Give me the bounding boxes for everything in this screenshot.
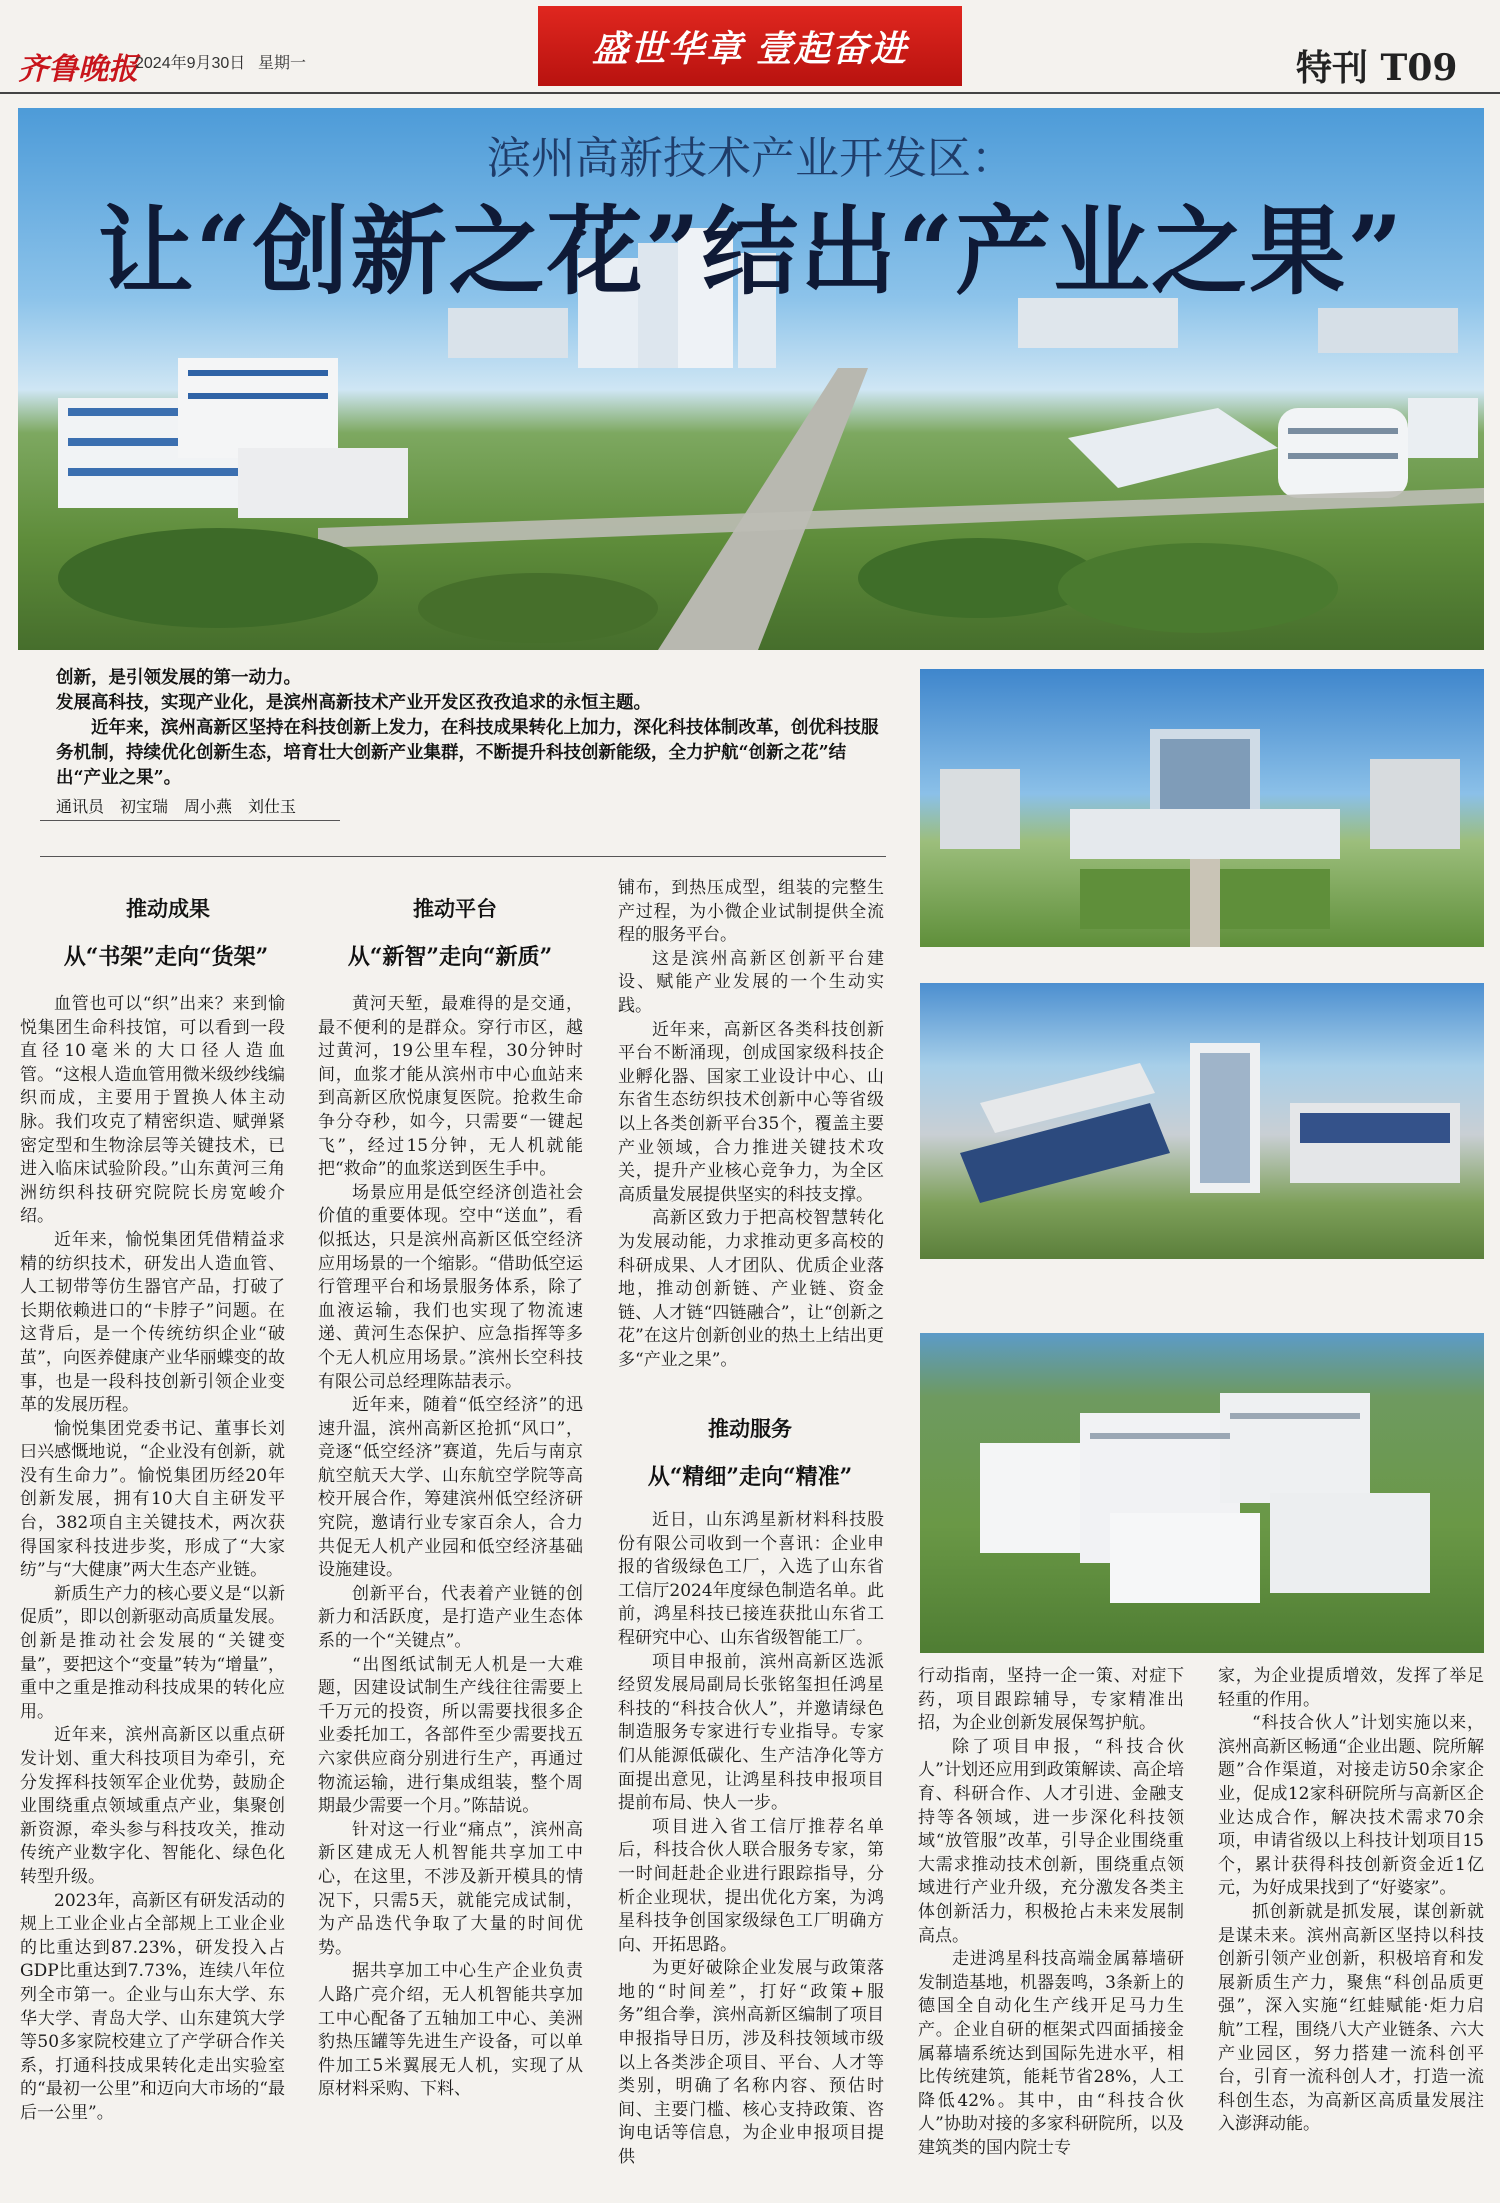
- col1-paragraph-1: 血管也可以“织”出来？来到愉悦集团生命科技馆，可以看到一段直径10毫米的大口径人造血管。“这根人造血管用微米级纱线编织而成，主要用于置换人体主动脉。我们攻克了精密织造、赋弹紧密定型和生物涂层等关键技术，已进入临床试验阶段。”山东黄河三角洲纺织科技研究院院长房宽峻介绍。: [20, 994, 285, 1227]
- col2-paragraph-4: 创新平台，代表着产业链的创新力和活跃度，是打造产业生态体系的一个“关键点”。: [318, 1583, 583, 1652]
- col3-paragraph-2: 这是滨州高新区创新平台建设、赋能产业发展的一个生动实践。: [618, 948, 884, 1016]
- col2-paragraph-3: 近年来，随着“低空经济”的迅速升温，滨州高新区抢抓“风口”，竞逐“低空经济”赛道，先后与南京航空航天大学、山东航空学院等高校开展合作，筹建滨州低空经济研究院，邀请行业专家百余人，合力共促无人机产业园和低空经济基础设施建设。: [318, 1395, 583, 1581]
- col2-paragraph-1: 黄河天堑，最难得的是交通，最不便利的是群众。穿行市区，越过黄河，19公里车程，30分钟时间，血浆才能从滨州市中心血站来到高新区欣悦康复医院。抢救生命争分夺秒，如今，只需要“一键起飞”，经过15分钟，无人机就能把“救命”的血浆送到医生手中。: [318, 994, 583, 1180]
- hero-aerial-photo: [18, 108, 1484, 650]
- page-label: 特刊 T09: [1296, 47, 1458, 89]
- col1-paragraph-3: 愉悦集团党委书记、董事长刘曰兴感慨地说，“企业没有创新，就没有生命力”。愉悦集团历经20年创新发展，拥有10大自主研发平台，382项自主关键技术，两次获得国家科技进步奖，形成了“大家纺”与“大健康”两大生态产业链。: [20, 1418, 285, 1581]
- issue-weekday: 星期一: [258, 55, 307, 72]
- hero-headline: 让“创新之花”结出“产业之果”: [97, 195, 1405, 308]
- col3-paragraph-4: 高新区致力于把高校智慧转化为发展动能，力求推动更多高校的科研成果、人才团队、优质企业落地，推动创新链、产业链、资金链、人才链“四链融合”，让“创新之花”在这片创新创业的热土上结出更多“产业之果”。: [618, 1208, 884, 1370]
- intro-paragraph-3: 近年来，滨州高新区坚持在科技创新上发力，在科技成果转化上加力，深化科技体制改革，创优科技服务机制，持续优化创新生态，培育壮大创新产业集群，不断提升科技创新能级，全力护航“创新之花”结出“产业之果”。: [56, 718, 879, 788]
- special-banner: 盛世华章 壹起奋进: [538, 6, 962, 86]
- col5-paragraph-3: 抓创新就是抓发展，谋创新就是谋未来。滨州高新区坚持以科技创新引领产业创新，积极培育和发展新质生产力，聚焦“科创品质更强”，深入实施“红蛙赋能·炬力启航”工程，围绕八大产业链条、六大产业园区，努力搭建一流科创平台，引育一流科创人才，打造一流科创生态，为高新区高质量发展注入澎湃动能。: [1218, 1901, 1484, 2135]
- photo-office-tower: [920, 669, 1484, 947]
- photo-industrial-park: [920, 983, 1484, 1259]
- column-5-text: [1218, 1665, 1484, 2137]
- col3-paragraph-3: 近年来，高新区各类科技创新平台不断涌现，创成国家级科技企业孵化器、国家工业设计中心、山东省生态纺织技术创新中心等省级以上各类创新平台35个，覆盖主要产业领域，合力推进关键技术攻关，提升产业核心竞争力，为全区高质量发展提供坚实的科技支撑。: [618, 1019, 884, 1205]
- col3b-paragraph-4: 为更好破除企业发展与政策落地的“时间差”，打好“政策+服务”组合拳，滨州高新区编制了项目申报指导日历，涉及科技领域市级以上各类涉企项目、平台、人才等类别，明确了名称内容、预估时间、主要门槛、核心支持政策、咨询电话等信息，为企业申报项目提供: [618, 1958, 884, 2168]
- section-2-subtitle: 从“新智”走向“新质”: [347, 944, 553, 970]
- intro-paragraph-2: 发展高科技，实现产业化，是滨州高新技术产业开发区孜孜追求的永恒主题。: [56, 693, 651, 713]
- col5-paragraph-2: “科技合伙人”计划实施以来，滨州高新区畅通“企业出题、院所解题”合作渠道，对接走访50余家企业，促成12家科研院所与高新区企业达成合作，解决技术需求70余项，申请省级以上科技计划项目15个，累计获得科技创新资金近1亿元，为好成果找到了“好婆家”。: [1218, 1713, 1484, 1899]
- column-3a-text: [618, 877, 884, 1372]
- section-1-subtitle: 从“书架”走向“货架”: [63, 944, 269, 970]
- col3b-paragraph-1: 近日，山东鸿星新材料科技股份有限公司收到一个喜讯：企业申报的省级绿色工厂，入选了山东省工信厅2024年度绿色制造名单。此前，鸿星科技已接连获批山东省工程研究中心、山东省级智能工厂。: [618, 1510, 884, 1648]
- issue-date: 2024年9月30日: [135, 55, 246, 72]
- col2-paragraph-6: 针对这一行业“痛点”，滨州高新区建成无人机智能共享加工中心，在这里，不涉及新开模具的情况下，只需5天，就能完成试制，为产品迭代争取了大量的时间优势。: [318, 1819, 583, 1958]
- intro-paragraph-1: 创新，是引领发展的第一动力。: [56, 668, 301, 688]
- column-3b-text: [618, 1509, 884, 2170]
- column-1-text: [20, 993, 285, 2126]
- col4-paragraph-1: 行动指南，坚持一企一策、对症下药，项目跟踪辅导，专家精准出招，为企业创新发展保驾护航。: [918, 1666, 1184, 1734]
- col3b-paragraph-2: 项目申报前，滨州高新区选派经贸发展局副局长张铭玺担任鸿星科技的“科技合伙人”，并邀请绿色制造服务专家进行专业指导。专家们从能源低碳化、生产洁净化等方面提出意见，让鸿星科技申报项目提前布局、快人一步。: [618, 1651, 884, 1814]
- col2-paragraph-2: 场景应用是低空经济创造社会价值的重要体现。空中“送血”，看似抵达，只是滨州高新区低空经济应用场景的一个缩影。“借助低空运行管理平台和场景服务体系，除了血液运输，我们也实现了物流速递、黄河生态保护、应急指挥等多个无人机应用场景。”滨州长空科技有限公司总经理陈喆表示。: [318, 1182, 583, 1392]
- col3b-paragraph-3: 项目进入省工信厅推荐名单后，科技合伙人联合服务专家，第一时间赶赴企业进行跟踪指导，分析企业现状，提出优化方案，为鸿星科技争创国家级绿色工厂明确方向、开拓思路。: [618, 1816, 884, 1955]
- section-3-subtitle: 从“精细”走向“精准”: [647, 1464, 853, 1490]
- section-3-title: 推动服务: [708, 1416, 792, 1441]
- col4-paragraph-2: 除了项目申报，“科技合伙人”计划还应用到政策解读、高企培育、科研合作、人才引进、金融支持等各领域，进一步深化科技领域“放管服”改革，引导企业围绕重大需求推动技术创新，围绕重点领域进行产业升级，充分激发各类主体创新活力，积极抢占未来发展制高点。: [918, 1736, 1184, 1946]
- section-1-title: 推动成果: [126, 896, 210, 921]
- hero-subtitle: 滨州高新技术产业开发区：: [487, 133, 1015, 184]
- factory-buildings-illustration: [920, 1333, 1484, 1653]
- column-divider: [40, 856, 886, 857]
- photo-factory-buildings: [920, 1333, 1484, 1653]
- col2-paragraph-7: 据共享加工中心生产企业负责人路广亮介绍，无人机智能共享加工中心配备了五轴加工中心、美洲豹热压罐等先进生产设备，可以单件加工5米翼展无人机，实现了从原材料采购、下料、: [318, 1961, 583, 2100]
- col1-paragraph-4: 新质生产力的核心要义是“以新促质”，即以创新驱动高质量发展。创新是推动社会发展的“关键变量”，要把这个“变量”转为“增量”，重中之重是推动科技成果的转化应用。: [20, 1583, 285, 1722]
- column-4-text: [918, 1665, 1184, 2160]
- header-divider: [0, 92, 1500, 94]
- col2-paragraph-5: “出图纸试制无人机是一大难题，因建设试制生产线往往需要上千万元的投资，所以需要找很多企业委托加工，各部件至少需要找五六家供应商分别进行生产，再通过物流运输，进行集成组装，整个周期最少需要一个月。”陈喆说。: [318, 1654, 583, 1817]
- col5-paragraph-1: 家，为企业提质增效，发挥了举足轻重的作用。: [1218, 1666, 1484, 1710]
- col4-paragraph-3: 走进鸿星科技高端金属幕墙研发制造基地，机器轰鸣，3条新上的德国全自动化生产线开足马力生产。企业自研的框架式四面插接金属幕墙系统达到国际先进水平，相比传统建筑，能耗节省28%，人工降低42%。其中，由“科技合伙人”协助对接的多家科研院所，以及建筑类的国内院士专: [918, 1949, 1184, 2158]
- col1-paragraph-2: 近年来，愉悦集团凭借精益求精的纺织技术，研发出人造血管、人工韧带等仿生器官产品，打破了长期依赖进口的“卡脖子”问题。在这背后，是一个传统纺织企业“破茧”，向医养健康产业华丽蝶变的故事，也是一段科技创新引领企业变革的发展历程。: [20, 1229, 285, 1416]
- col1-paragraph-5: 近年来，滨州高新区以重点研发计划、重大科技项目为牵引，充分发挥科技领军企业优势，鼓励企业围绕重点领域重点产业，集聚创新资源，牵头参与科技攻关，推动传统产业数字化、智能化、绿色化转型升级。: [20, 1725, 285, 1887]
- industrial-park-illustration: [920, 983, 1484, 1259]
- byline: 通讯员 初宝瑞 周小燕 刘仕玉: [56, 797, 297, 816]
- section-2-title: 推动平台: [413, 896, 497, 921]
- office-tower-illustration: [920, 669, 1484, 947]
- col3-paragraph-1: 铺布，到热压成型，组装的完整生产过程，为小微企业试制提供全流程的服务平台。: [618, 878, 884, 946]
- byline-divider: [40, 820, 340, 821]
- column-2-text: [318, 993, 583, 2102]
- col1-paragraph-6: 2023年，高新区有研发活动的规上工业企业占全部规上工业企业的比重达到87.23%，研发投入占GDP比重达到7.73%，连续八年位列全市第一。企业与山东大学、东华大学、青岛大学、山东建筑大学等50多家院校建立了产学研合作关系，打通科技成果转化走出实验室的“最初一公里”和迈向大市场的“最后一公里”。: [20, 1890, 285, 2123]
- newspaper-masthead: 齐鲁晚报: [18, 52, 138, 87]
